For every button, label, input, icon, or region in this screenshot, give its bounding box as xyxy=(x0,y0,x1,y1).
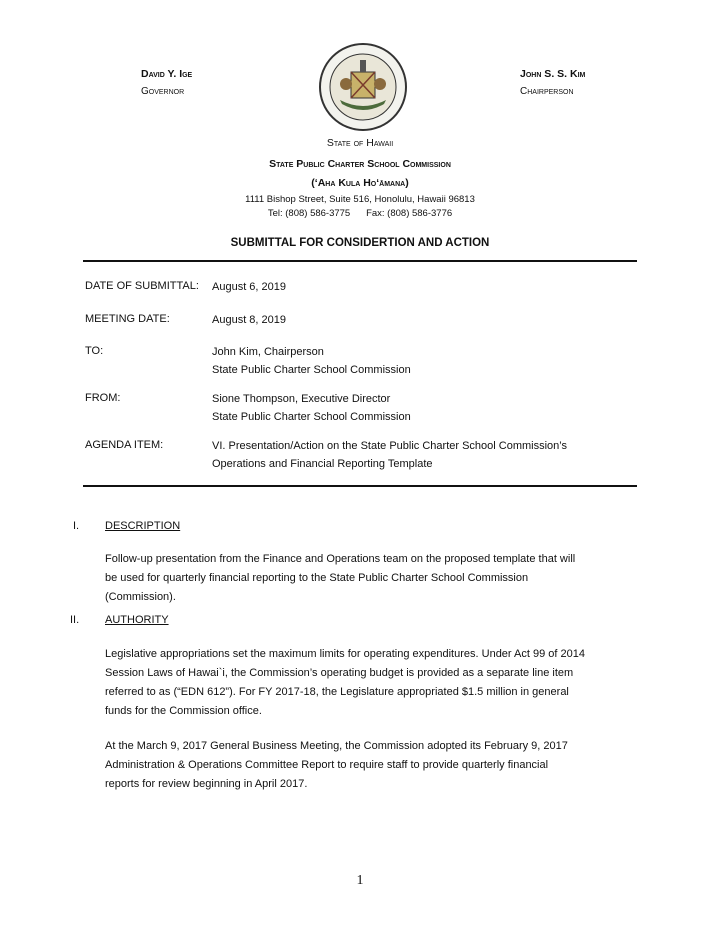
section-2-title: AUTHORITY xyxy=(105,614,169,626)
field-line: August 6, 2019 xyxy=(212,281,287,293)
governor-block xyxy=(141,66,192,100)
paragraph-line: Legislative appropriations set the maximum limits for operating expenditures. Under Act 99 of 2014 xyxy=(105,648,585,660)
top-divider xyxy=(83,260,637,262)
field-line: State Public Charter School Commission xyxy=(212,364,411,376)
org-state: State of Hawaii xyxy=(326,137,394,149)
field-line: John Kim, Chairperson xyxy=(212,346,324,358)
paragraph-line: be used for quarterly financial reporting to the State Public Charter School Commission xyxy=(105,572,529,584)
field-line: VI. Presentation/Action on the State Public Charter School Commission’s xyxy=(212,440,568,452)
field-value-to xyxy=(212,343,411,379)
org-contact xyxy=(0,208,720,219)
governor-title: Governor xyxy=(141,86,185,97)
field-line: Operations and Financial Reporting Template xyxy=(212,458,433,470)
section-1-number: I. xyxy=(73,520,80,532)
state-seal-icon xyxy=(318,42,408,132)
chairperson-block xyxy=(520,66,585,100)
field-value-agenda-item xyxy=(212,437,567,473)
field-label-meeting-date: MEETING DATE: xyxy=(85,313,170,325)
section-2-paragraph-1 xyxy=(105,645,645,721)
field-line: August 8, 2019 xyxy=(212,314,287,326)
field-line: State Public Charter School Commission xyxy=(212,411,411,423)
org-hawaiian-name: (ʻAha Kula Hoʻāmana) xyxy=(311,177,409,189)
page-number: 1 xyxy=(356,873,364,888)
governor-name: David Y. Ige xyxy=(141,68,193,80)
field-value-date-of-submittal xyxy=(212,278,286,296)
org-fax: Fax: (808) 586-3776 xyxy=(366,208,453,219)
chairperson-title: Chairperson xyxy=(520,86,574,97)
field-label-agenda-item: AGENDA ITEM: xyxy=(85,439,164,451)
state-seal xyxy=(318,42,408,132)
section-1-paragraph xyxy=(105,550,645,607)
paragraph-line: funds for the Commission office. xyxy=(105,705,262,717)
paragraph-line: Session Laws of Hawai`i, the Commission’s operating budget is provided as a separate line item xyxy=(105,667,574,679)
bottom-divider xyxy=(83,485,637,487)
section-1-title: DESCRIPTION xyxy=(105,520,181,532)
paragraph-line: (Commission). xyxy=(105,591,176,603)
field-label-to: TO: xyxy=(85,345,104,357)
field-label-from: FROM: xyxy=(85,392,121,404)
section-2-paragraph-2 xyxy=(105,737,645,794)
paragraph-line: reports for review beginning in April 2017. xyxy=(105,778,308,790)
field-value-meeting-date xyxy=(212,311,286,329)
section-2-number: II. xyxy=(70,614,80,626)
paragraph-line: Administration & Operations Committee Report to require staff to provide quarterly financial xyxy=(105,759,549,771)
paragraph-line: referred to as (“EDN 612”). For FY 2017-18, the Legislature appropriated $1.5 million in general xyxy=(105,686,569,698)
paragraph-line: Follow-up presentation from the Finance and Operations team on the proposed template that will xyxy=(105,553,576,565)
paragraph-line: At the March 9, 2017 General Business Meeting, the Commission adopted its February 9, 2017 xyxy=(105,740,568,752)
org-tel: Tel: (808) 586-3775 xyxy=(267,208,351,219)
document-title: SUBMITTAL FOR CONSIDERTION AND ACTION xyxy=(230,237,490,249)
org-commission: State Public Charter School Commission xyxy=(269,158,451,170)
field-line: Sione Thompson, Executive Director xyxy=(212,393,391,405)
field-label-date-of-submittal: DATE OF SUBMITTAL: xyxy=(85,280,199,292)
chairperson-name: John S. S. Kim xyxy=(520,68,586,80)
org-address: 1111 Bishop Street, Suite 516, Honolulu, Hawaii 96813 xyxy=(245,194,475,205)
field-value-from xyxy=(212,390,411,426)
